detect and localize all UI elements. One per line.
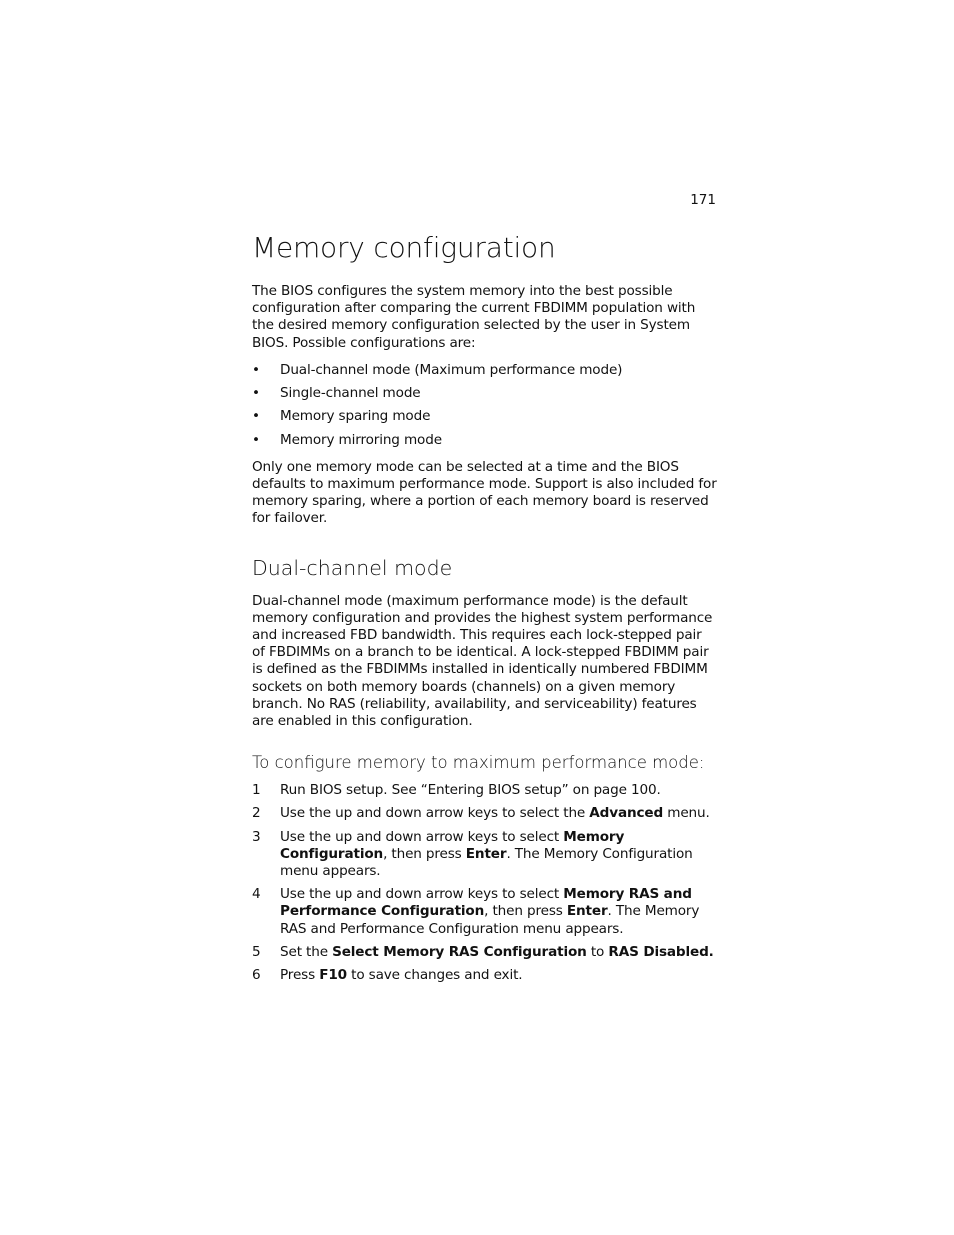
step-number: 2 <box>252 805 261 822</box>
step-number: 3 <box>252 828 261 845</box>
step-text: to save changes and exit. <box>346 966 523 983</box>
option-name: Select Memory RAS Configuration <box>332 943 587 960</box>
page-content <box>252 226 718 990</box>
intro-paragraph: The BIOS configures the system memory into the best possible configuration after comparing the current FBDIMM population with the desired memory configuration selected by the user in System BIOS. Possible configurations are: <box>252 283 696 351</box>
step-text: Use the up and down arrow keys to select the <box>280 805 590 822</box>
step-item <box>252 886 718 938</box>
key-name: Enter <box>566 903 608 920</box>
memory-mode-paragraph: Only one memory mode can be selected at a time and the BIOS defaults to maximum performance mode. Support is also included for memory sparing, where a portion of each memory board is reserved for failover. <box>252 458 717 527</box>
key-name: Enter <box>465 845 507 862</box>
option-value: RAS Disabled. <box>608 943 714 960</box>
step-item <box>252 944 718 961</box>
step-number: 1 <box>252 782 261 799</box>
step-text: Run BIOS setup. See “Entering BIOS setup” on page 100. <box>280 782 661 799</box>
step-item <box>252 829 718 881</box>
step-text: to <box>586 943 609 960</box>
list-item-text: Dual-channel mode (Maximum performance mode) <box>280 361 623 378</box>
bullet-icon: • <box>252 408 260 425</box>
menu-name: Advanced <box>589 805 664 822</box>
step-text: Use the up and down arrow keys to select <box>280 886 564 903</box>
bullet-icon: • <box>252 361 260 378</box>
procedure-title: To configure memory to maximum performance mode: <box>252 753 705 773</box>
list-item <box>252 385 718 402</box>
step-text: menu. <box>663 805 710 822</box>
list-item <box>252 408 718 425</box>
section-title: Dual-channel mode <box>252 555 453 580</box>
list-item-text: Memory mirroring mode <box>280 431 442 448</box>
dual-channel-paragraph: Dual-channel mode (maximum performance mode) is the default memory configuration and provides the highest system performance and increased FBD bandwidth. This requires each lock-stepped pair of FBDIMMs on a branch to be identical. A lock-stepped FBDIMM pair is defined as the FBDIMMs installed in identically numbered FBDIMM sockets on both memory boards (channels) on a given memory branch. No RAS (reliability, availability, and serviceability) features are enabled in this configuration. <box>252 592 713 729</box>
step-item <box>252 782 718 799</box>
bullet-icon: • <box>252 385 260 402</box>
step-item <box>252 805 718 822</box>
step-number: 5 <box>252 943 261 960</box>
step-text: , then press <box>383 845 466 862</box>
step-text: . The Memory Configuration menu appears. <box>280 845 693 879</box>
configuration-list <box>252 362 718 449</box>
page-number: 171 <box>690 192 716 208</box>
list-item-text: Memory sparing mode <box>280 408 431 425</box>
menu-name: Memory Configuration <box>280 828 625 862</box>
key-name: F10 <box>319 966 347 983</box>
menu-name: Memory RAS and Performance Configuration <box>280 886 692 920</box>
step-text: , then press <box>484 903 567 920</box>
list-item <box>252 432 718 449</box>
step-text: Set the <box>280 943 333 960</box>
list-item <box>252 362 718 379</box>
step-text: Use the up and down arrow keys to select <box>280 828 564 845</box>
procedure-steps <box>252 782 718 984</box>
step-text: Press <box>280 966 320 983</box>
step-item <box>252 967 718 984</box>
page-title: Memory configuration <box>252 231 556 264</box>
bullet-icon: • <box>252 431 260 448</box>
step-number: 4 <box>252 886 261 903</box>
step-number: 6 <box>252 966 261 983</box>
list-item-text: Single-channel mode <box>280 385 421 402</box>
step-text: . The Memory RAS and Performance Configuration menu appears. <box>280 903 700 937</box>
